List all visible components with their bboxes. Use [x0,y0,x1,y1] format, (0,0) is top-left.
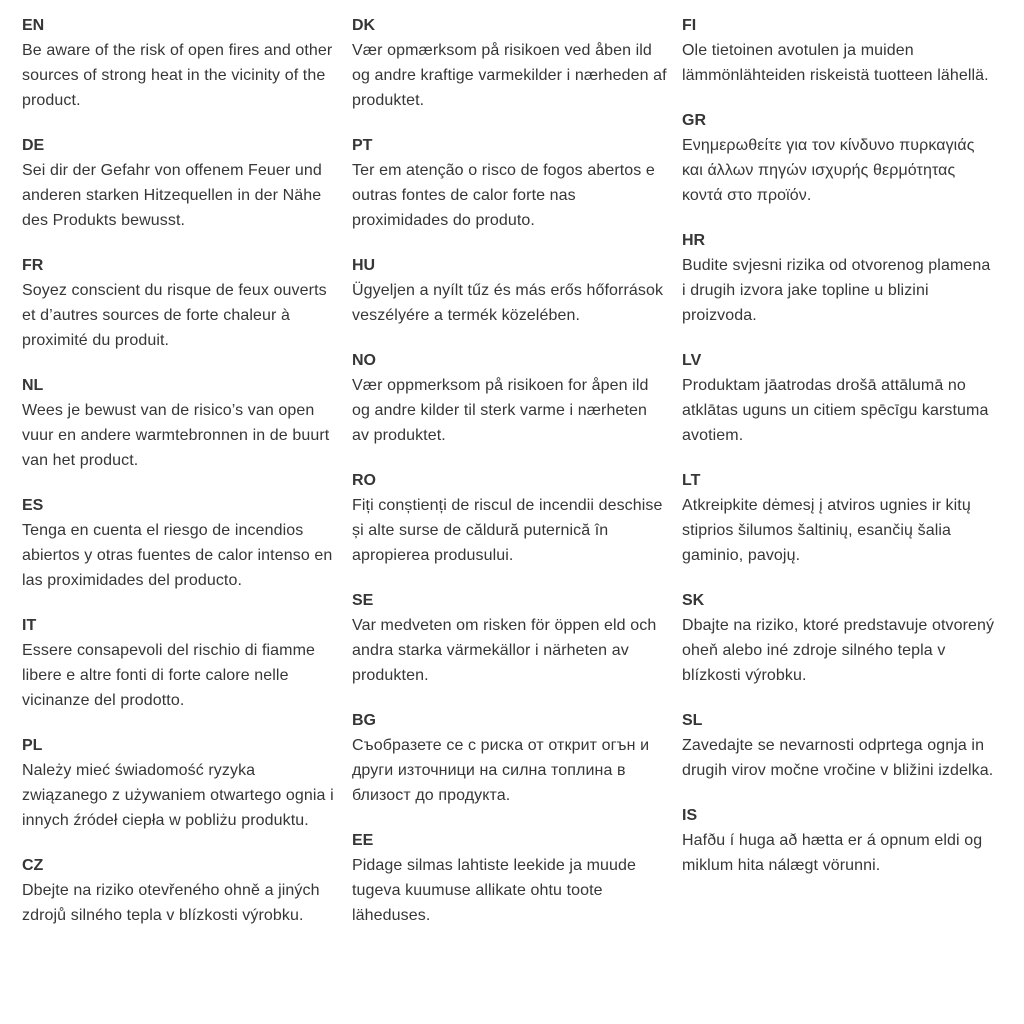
language-code-lt: LT [682,472,701,489]
notice-text-ee: Pidage silmas lahtiste leekide ja muude tugeva kuumuse allikate ohtu toote läheduses. [352,857,637,924]
notice-block-fi [682,13,998,88]
notice-block-lv [682,348,998,448]
column-3 [682,13,998,948]
language-code-bg: BG [352,712,376,729]
language-code-es: ES [22,497,44,514]
notice-text-pt: Ter em atenção o risco de fogos abertos e outras fontes de calor forte nas proximidades do produto. [352,162,655,229]
notice-text-de: Sei dir der Gefahr von offenem Feuer und anderen starken Hitzequellen in der Nähe des Produkts bewusst. [22,162,322,229]
column-2 [352,13,668,948]
notice-block-hr [682,228,998,328]
notice-block-it [22,613,338,713]
notice-text-en: Be aware of the risk of open fires and other sources of strong heat in the vicinity of the product. [22,42,333,109]
notice-text-dk: Vær opmærksom på risikoen ved åben ild og andre kraftige varmekilder i nærheden af produktet. [352,42,667,109]
notice-block-lt [682,468,998,568]
language-code-fr: FR [22,257,44,274]
notice-block-pl [22,733,338,833]
language-code-nl: NL [22,377,44,394]
language-code-no: NO [352,352,376,369]
notice-block-cz [22,853,338,928]
language-code-hr: HR [682,232,706,249]
notice-text-fi: Ole tietoinen avotulen ja muiden lämmönlähteiden riskeistä tuotteen lähellä. [682,42,989,84]
notice-block-ro [352,468,668,568]
notice-block-pt [352,133,668,233]
notice-text-bg: Съобразете се с риска от открит огън и други източници на силна топлина в близост до продукта. [352,737,650,804]
language-code-en: EN [22,17,45,34]
notice-text-sk: Dbajte na riziko, ktoré predstavuje otvorený oheň alebo iné zdroje silného tepla v blízkosti výrobku. [682,617,995,684]
language-code-de: DE [22,137,45,154]
notice-block-se [352,588,668,688]
language-code-hu: HU [352,257,376,274]
notice-block-fr [22,253,338,353]
language-code-sl: SL [682,712,703,729]
language-code-ee: EE [352,832,374,849]
notice-block-no [352,348,668,448]
notice-block-sk [682,588,998,688]
notice-text-hr: Budite svjesni rizika od otvorenog plamena i drugih izvora jake topline u blizini proizvoda. [682,257,991,324]
notice-block-ee [352,828,668,928]
notice-text-lv: Produktam jāatrodas drošā attālumā no atklātas uguns un citiem spēcīgu karstuma avotiem. [682,377,989,444]
notice-text-fr: Soyez conscient du risque de feux ouverts et d’autres sources de forte chaleur à proximité du produit. [22,282,327,349]
notice-text-es: Tenga en cuenta el riesgo de incendios abiertos y otras fuentes de calor intenso en las proximidades del producto. [22,522,333,589]
language-code-pt: PT [352,137,373,154]
notice-block-sl [682,708,998,783]
notice-text-hu: Ügyeljen a nyílt tűz és más erős hőforrások veszélyére a termék közelében. [352,282,664,324]
language-code-se: SE [352,592,374,609]
notice-block-en [22,13,338,113]
language-code-cz: CZ [22,857,44,874]
notice-block-gr [682,108,998,208]
notice-block-nl [22,373,338,473]
notice-text-sl: Zavedajte se nevarnosti odprtega ognja in drugih virov močne vročine v bližini izdelka. [682,737,994,779]
notice-block-hu [352,253,668,328]
notice-text-nl: Wees je bewust van de risico’s van open vuur en andere warmtebronnen in de buurt van het product. [22,402,330,469]
notice-block-is [682,803,998,878]
language-code-gr: GR [682,112,706,129]
language-code-lv: LV [682,352,702,369]
language-code-is: IS [682,807,698,824]
notice-block-es [22,493,338,593]
notice-text-lt: Atkreipkite dėmesį į atviros ugnies ir kitų stiprios šilumos šaltinių, esančių šalia gaminio, pavojų. [682,497,971,564]
notice-text-se: Var medveten om risken för öppen eld och andra starka värmekällor i närheten av produkten. [352,617,657,684]
notice-text-pl: Należy mieć świadomość ryzyka związanego z używaniem otwartego ognia i innych źródeł ciepła w pobliżu produktu. [22,762,334,829]
language-code-sk: SK [682,592,705,609]
notice-text-cz: Dbejte na riziko otevřeného ohně a jiných zdrojů silného tepla v blízkosti výrobku. [22,882,320,924]
notice-text-no: Vær oppmerksom på risikoen for åpen ild og andre kilder til sterk varme i nærheten av produktet. [352,377,649,444]
language-code-fi: FI [682,17,697,34]
column-1 [22,13,338,948]
notice-text-is: Hafðu í huga að hætta er á opnum eldi og miklum hita nálægt vörunni. [682,832,983,874]
notice-block-bg [352,708,668,808]
notice-text-it: Essere consapevoli del rischio di fiamme libere e altre fonti di forte calore nelle vicinanze del prodotto. [22,642,316,709]
language-code-ro: RO [352,472,376,489]
language-code-pl: PL [22,737,43,754]
notice-block-dk [352,13,668,113]
notice-text-ro: Fiți conștienți de riscul de incendii deschise și alte surse de căldură puternică în apropierea produsului. [352,497,663,564]
language-code-dk: DK [352,17,376,34]
notice-text-gr: Ενημερωθείτε για τον κίνδυνο πυρκαγιάς και άλλων πηγών ισχυρής θερμότητας κοντά στο προϊόν. [682,137,975,204]
language-code-it: IT [22,617,37,634]
notice-block-de [22,133,338,233]
